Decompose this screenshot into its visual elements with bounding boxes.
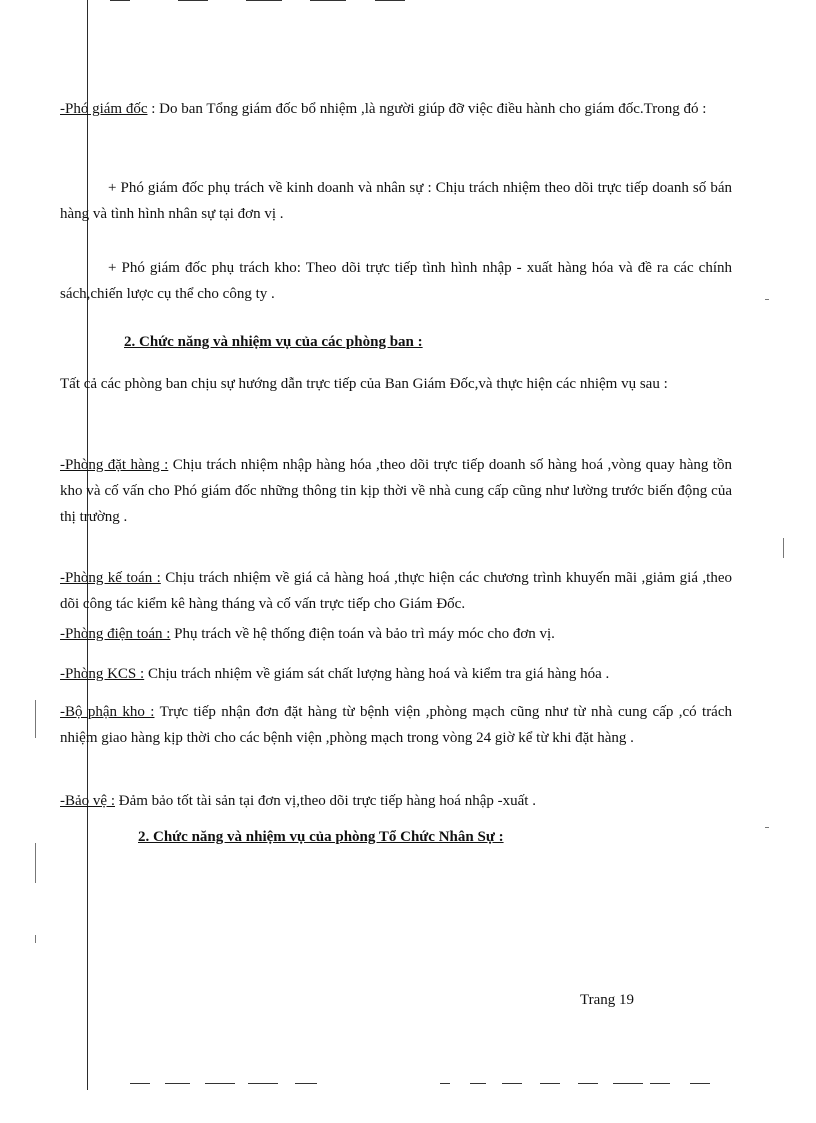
top-dash-mark: [246, 0, 282, 1]
top-dash-mark: [375, 0, 405, 1]
bottom-dash-mark: [470, 1083, 486, 1084]
scan-mark: [783, 538, 784, 558]
bottom-dash-mark: [130, 1083, 150, 1084]
top-dash-mark: [110, 0, 130, 1]
pho-giam-doc-text: : Do ban Tổng giám đốc bổ nhiệm ,là người giúp đỡ việc điều hành cho giám đốc.Trong đó :: [147, 101, 707, 117]
scan-mark: [35, 700, 36, 738]
bottom-dash-mark: [295, 1083, 317, 1084]
bottom-dash-mark: [205, 1083, 235, 1084]
phong-dat-hang-paragraph: [60, 452, 732, 530]
bo-phan-kho-label: -Bộ phận kho :: [60, 704, 155, 720]
pho-kho-paragraph: + Phó giám đốc phụ trách kho: Theo dõi trực tiếp tình hình nhập - xuất hàng hóa và đề ra các chính sách,chiến lược cụ thể cho công ty .: [60, 260, 732, 302]
scan-mark: [35, 935, 36, 943]
bottom-dash-mark: [650, 1083, 670, 1084]
phong-dien-toan-paragraph: [60, 621, 732, 647]
page-number: Trang 19: [580, 992, 635, 1008]
top-dash-mark: [178, 0, 208, 1]
phong-dien-toan-text: Phụ trách về hệ thống điện toán và bảo trì máy móc cho đơn vị.: [170, 626, 555, 642]
scan-mark: [765, 299, 769, 300]
phong-kcs-label: -Phòng KCS :: [60, 666, 145, 682]
scan-mark: [35, 843, 36, 883]
bottom-dash-mark: [578, 1083, 598, 1084]
section-heading-phong-ban: 2. Chức năng và nhiệm vụ của các phòng ban :: [124, 334, 423, 350]
bottom-dash-mark: [540, 1083, 560, 1084]
scan-mark: [765, 827, 769, 828]
phong-kcs-text: Chịu trách nhiệm về giám sát chất lượng hàng hoá và kiểm tra giá hàng hóa .: [144, 666, 610, 682]
pho-giam-doc-paragraph: [60, 96, 732, 122]
bao-ve-paragraph: [60, 788, 732, 814]
binding-margin-line: [87, 0, 88, 1090]
pho-kinh-doanh-paragraph: + Phó giám đốc phụ trách về kinh doanh và nhân sự : Chịu trách nhiệm theo dõi trực tiếp doanh số bán hàng và tình hình nhân sự tại đơn vị .: [60, 180, 732, 222]
bottom-dash-mark: [690, 1083, 710, 1084]
bo-phan-kho-text: Trực tiếp nhận đơn đặt hàng từ bệnh viện ,phòng mạch cũng như từ nhà cung cấp ,có trách nhiệm giao hàng kịp thời cho các bệnh viện ,phòng mạch trong vòng 24 giờ kể từ khi đặt hàng .: [60, 704, 733, 746]
tat-ca-paragraph: Tất cả các phòng ban chịu sự hướng dẫn trực tiếp của Ban Giám Đốc,và thực hiện các nhiệm vụ sau :: [60, 376, 668, 392]
bao-ve-label: -Bảo vệ :: [60, 793, 115, 809]
pho-giam-doc-label: -Phó giám đốc: [60, 101, 148, 117]
bao-ve-text: Đảm bảo tốt tài sản tại đơn vị,theo dõi trực tiếp hàng hoá nhập -xuất .: [114, 793, 536, 809]
phong-dien-toan-label: -Phòng điện toán :: [60, 626, 171, 642]
bottom-dash-mark: [613, 1083, 643, 1084]
top-dash-mark: [310, 0, 346, 1]
bo-phan-kho-paragraph: [60, 699, 732, 751]
phong-ke-toan-paragraph: [60, 565, 732, 617]
phong-ke-toan-text: Chịu trách nhiệm về giá cả hàng hoá ,thực hiện các chương trình khuyến mãi ,giảm giá ,theo dõi công tác kiểm kê hàng tháng và cố vấn trực tiếp cho Giám Đốc.: [60, 570, 732, 612]
phong-dat-hang-label: -Phòng đặt hàng :: [60, 457, 169, 473]
phong-ke-toan-label: -Phòng kế toán :: [60, 570, 161, 586]
phong-dat-hang-text: Chịu trách nhiệm nhập hàng hóa ,theo dõi trực tiếp doanh số hàng hoá ,vòng quay hàng tồn kho và cố vấn cho Phó giám đốc những thông tin kịp thời về nhà cung cấp cũng như lường trước biến động của thị trường .: [60, 457, 732, 525]
bottom-dash-mark: [248, 1083, 278, 1084]
bottom-dash-mark: [440, 1083, 450, 1084]
bottom-dash-mark: [165, 1083, 190, 1084]
section-heading-nhan-su: 2. Chức năng và nhiệm vụ của phòng Tổ Chức Nhân Sự :: [138, 829, 504, 845]
bottom-dash-mark: [502, 1083, 522, 1084]
phong-kcs-paragraph: [60, 661, 732, 687]
